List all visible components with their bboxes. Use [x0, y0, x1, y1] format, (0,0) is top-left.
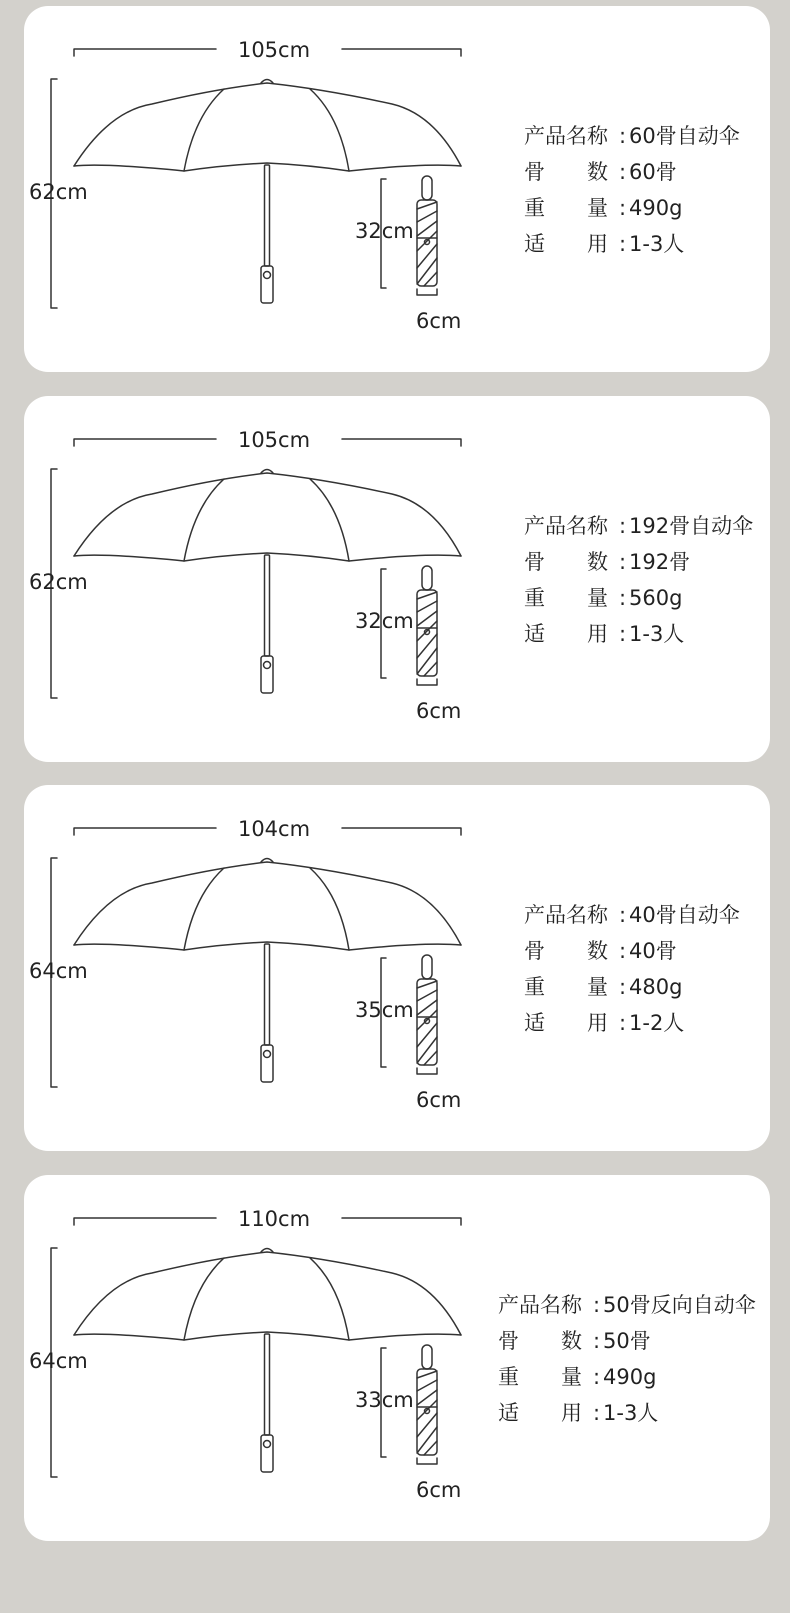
spec-label: 骨 数: [498, 1329, 582, 1353]
spec-list: [524, 897, 740, 1041]
spec-label: 产品名称: [498, 1293, 582, 1317]
open-umbrella-icon: [74, 470, 461, 694]
open-height-label: 64cm: [29, 959, 88, 983]
spec-label: 产品名称: [524, 514, 608, 538]
spec-row: [524, 616, 753, 652]
spec-row: [498, 1359, 756, 1395]
spec-row: [524, 969, 740, 1005]
spec-label: 重 量: [498, 1365, 582, 1389]
spec-label: 适 用: [524, 622, 608, 646]
diameter-dimension-line: [417, 1068, 437, 1074]
spec-colon: :: [619, 124, 627, 148]
spec-value: 560g: [629, 586, 683, 610]
spec-row: [524, 1005, 740, 1041]
spec-colon: :: [619, 196, 627, 220]
spec-label: 适 用: [498, 1401, 582, 1425]
spec-colon: :: [593, 1365, 601, 1389]
spec-label: 重 量: [524, 196, 608, 220]
diameter-dimension-line: [417, 1458, 437, 1464]
spec-value: 50骨: [603, 1329, 651, 1353]
closed-length-label: 33cm: [355, 1388, 414, 1412]
spec-value: 1-3人: [629, 622, 685, 646]
open-umbrella-icon: [74, 80, 461, 304]
spec-value: 1-3人: [603, 1401, 659, 1425]
closed-diameter-label: 6cm: [416, 699, 462, 723]
spec-value: 40骨自动伞: [629, 903, 740, 927]
spec-label: 适 用: [524, 1011, 608, 1035]
spec-row: [524, 508, 753, 544]
spec-label: 适 用: [524, 232, 608, 256]
product-card-3: [24, 785, 770, 1151]
folded-umbrella-icon: [417, 1345, 437, 1455]
spec-value: 60骨: [629, 160, 677, 184]
open-height-label: 62cm: [29, 570, 88, 594]
spec-colon: :: [593, 1401, 601, 1425]
diameter-dimension-line: [417, 679, 437, 685]
spec-list: [498, 1287, 756, 1431]
spec-list: [524, 118, 740, 262]
spec-colon: :: [619, 232, 627, 256]
open-width-label: 104cm: [237, 817, 311, 841]
closed-diameter-label: 6cm: [416, 309, 462, 333]
spec-row: [524, 154, 740, 190]
spec-row: [498, 1395, 756, 1431]
spec-colon: :: [619, 160, 627, 184]
spec-row: [524, 933, 740, 969]
product-card-1: [24, 6, 770, 372]
open-width-label: 110cm: [237, 1207, 311, 1231]
spec-row: [498, 1287, 756, 1323]
spec-value: 490g: [603, 1365, 657, 1389]
spec-value: 1-3人: [629, 232, 685, 256]
open-width-label: 105cm: [237, 38, 311, 62]
open-height-label: 64cm: [29, 1349, 88, 1373]
folded-umbrella-icon: [417, 955, 437, 1065]
spec-colon: :: [619, 939, 627, 963]
spec-row: [498, 1323, 756, 1359]
open-height-label: 62cm: [29, 180, 88, 204]
spec-value: 40骨: [629, 939, 677, 963]
spec-label: 重 量: [524, 975, 608, 999]
spec-list: [524, 508, 753, 652]
spec-colon: :: [593, 1293, 601, 1317]
spec-colon: :: [619, 622, 627, 646]
spec-label: 重 量: [524, 586, 608, 610]
spec-value: 480g: [629, 975, 683, 999]
closed-diameter-label: 6cm: [416, 1478, 462, 1502]
spec-value: 192骨: [629, 550, 691, 574]
spec-value: 192骨自动伞: [629, 514, 754, 538]
folded-umbrella-icon: [417, 566, 437, 676]
folded-umbrella-icon: [417, 176, 437, 286]
spec-row: [524, 226, 740, 262]
spec-value: 50骨反向自动伞: [603, 1293, 756, 1317]
spec-label: 产品名称: [524, 903, 608, 927]
spec-label: 骨 数: [524, 939, 608, 963]
spec-colon: :: [619, 975, 627, 999]
spec-value: 1-2人: [629, 1011, 685, 1035]
product-card-4: [24, 1175, 770, 1541]
spec-row: [524, 190, 740, 226]
spec-row: [524, 544, 753, 580]
open-umbrella-icon: [74, 859, 461, 1083]
spec-value: 490g: [629, 196, 683, 220]
spec-row: [524, 897, 740, 933]
open-umbrella-icon: [74, 1249, 461, 1473]
spec-label: 产品名称: [524, 124, 608, 148]
spec-row: [524, 118, 740, 154]
closed-diameter-label: 6cm: [416, 1088, 462, 1112]
spec-colon: :: [619, 903, 627, 927]
open-width-label: 105cm: [237, 428, 311, 452]
spec-label: 骨 数: [524, 550, 608, 574]
spec-value: 60骨自动伞: [629, 124, 740, 148]
closed-length-label: 35cm: [355, 998, 414, 1022]
diameter-dimension-line: [417, 289, 437, 295]
closed-length-label: 32cm: [355, 609, 414, 633]
spec-colon: :: [619, 550, 627, 574]
spec-colon: :: [593, 1329, 601, 1353]
product-card-2: [24, 396, 770, 762]
spec-colon: :: [619, 586, 627, 610]
closed-length-label: 32cm: [355, 219, 414, 243]
spec-colon: :: [619, 514, 627, 538]
spec-row: [524, 580, 753, 616]
spec-label: 骨 数: [524, 160, 608, 184]
spec-colon: :: [619, 1011, 627, 1035]
